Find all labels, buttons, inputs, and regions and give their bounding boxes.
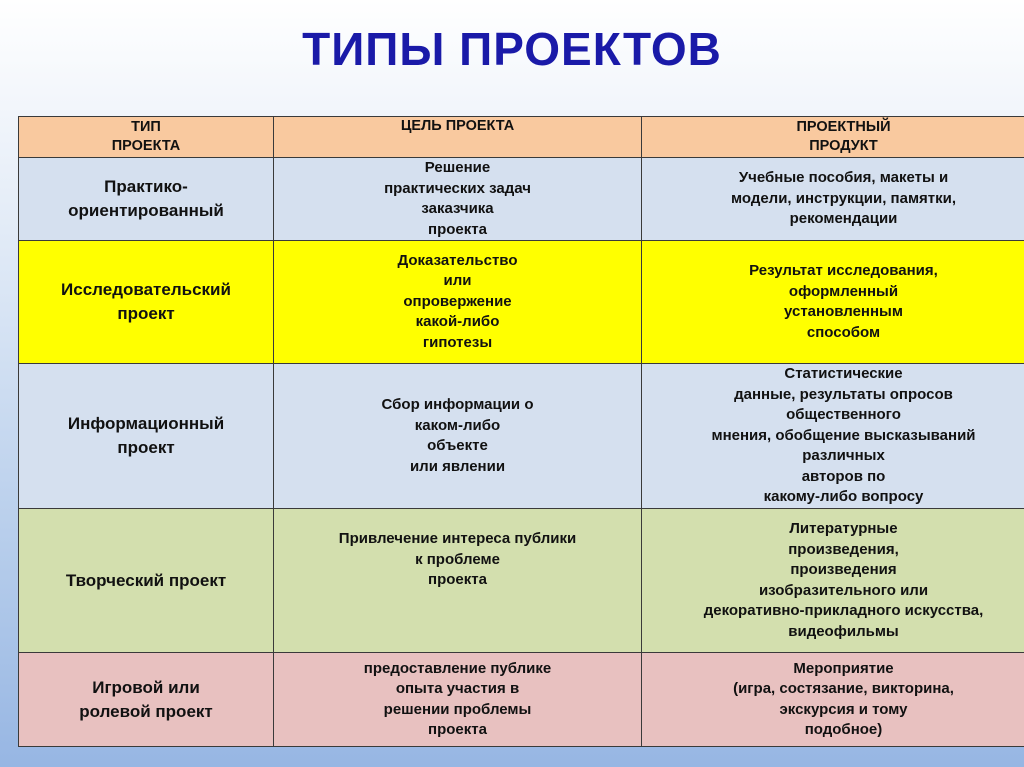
page-title: ТИПЫ ПРОЕКТОВ — [302, 23, 722, 75]
row-type-cell: Информационный проект — [19, 364, 274, 509]
row-type-cell: Исследовательский проект — [19, 241, 274, 364]
table-header-row — [19, 117, 1024, 158]
row-goal-cell: предоставление публике опыта участия в решении проблемы проекта — [274, 653, 642, 747]
row-product-cell: Учебные пособия, макеты и модели, инструкции, памятки, рекомендации — [642, 158, 1024, 241]
table-row — [19, 241, 1024, 364]
project-types-table — [18, 116, 1024, 747]
row-product-cell: Статистические данные, результаты опросов общественного мнения, обобщение высказываний различных авторов по какому-либо вопросу — [642, 364, 1024, 509]
row-type-cell: Игровой или ролевой проект — [19, 653, 274, 747]
row-product-cell: Мероприятие (игра, состязание, викторина, экскурсия и тому подобное) — [642, 653, 1024, 747]
header-product: ПРОЕКТНЫЙ ПРОДУКТ — [642, 117, 1024, 158]
table-row — [19, 509, 1024, 653]
row-type-cell: Творческий проект — [19, 509, 274, 653]
row-product-cell: Литературные произведения, произведения изобразительного или декоративно-прикладного искусства, видеофильмы — [642, 509, 1024, 653]
header-type: ТИП ПРОЕКТА — [19, 117, 274, 158]
row-goal-cell: Доказательство или опровержение какой-либо гипотезы — [274, 241, 642, 364]
header-goal: ЦЕЛЬ ПРОЕКТА — [274, 117, 642, 158]
row-type-cell: Практико- ориентированный — [19, 158, 274, 241]
table-row — [19, 364, 1024, 509]
table-row — [19, 158, 1024, 241]
table-row — [19, 653, 1024, 747]
row-product-cell: Результат исследования, оформленный установленным способом — [642, 241, 1024, 364]
row-goal-cell: Решение практических задач заказчика проекта — [274, 158, 642, 241]
row-goal-cell: Привлечение интереса публики к проблеме проекта — [274, 509, 642, 653]
row-goal-cell: Сбор информации о каком-либо объекте или явлении — [274, 364, 642, 509]
